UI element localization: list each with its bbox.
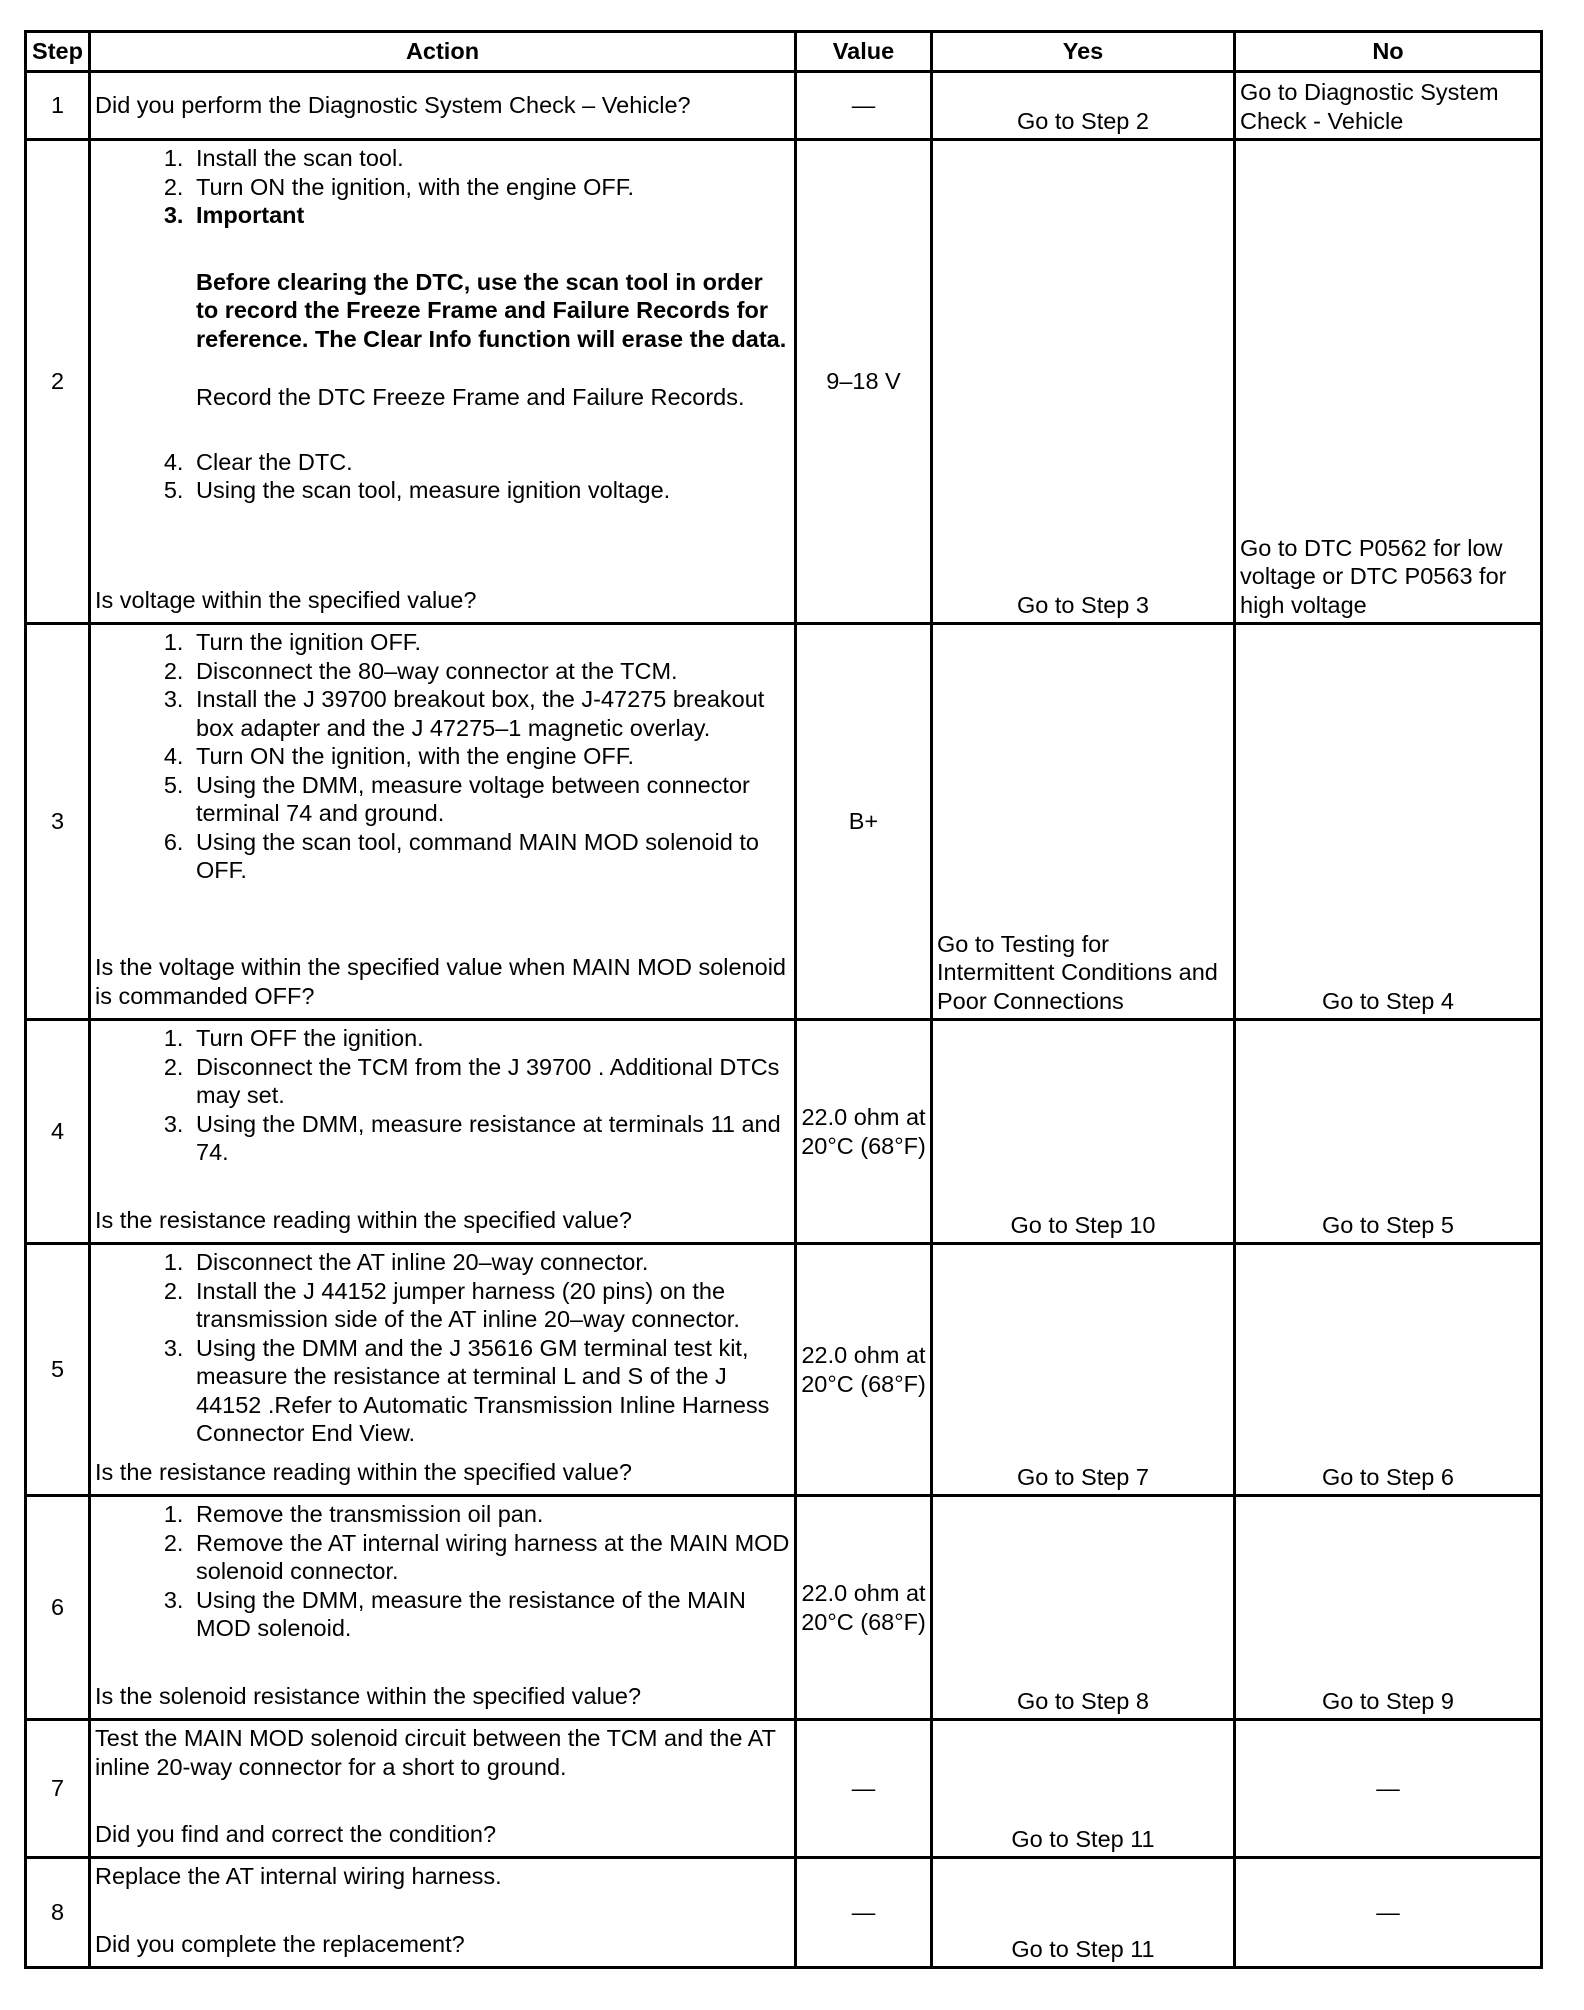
no-cell: Go to DTC P0562 for low voltage or DTC P0563 for high voltage [1235,140,1542,624]
action-cell [90,1496,796,1720]
table-row [26,1858,1542,1968]
action-step: 4. Turn ON the ignition, with the engine OFF. [190,742,790,771]
table-row [26,1020,1542,1244]
action-steps [95,1500,790,1643]
action-step: 3. Using the DMM, measure the resistance of the MAIN MOD solenoid. [190,1586,790,1643]
action-step: 4. Clear the DTC. [190,448,790,477]
no-cell: Go to Step 6 [1235,1244,1542,1496]
header-row [26,32,1542,72]
action-steps [95,1248,790,1448]
important-label: 3. Important [196,202,305,228]
step-number: 8 [26,1858,90,1968]
action-text: Replace the AT internal wiring harness. [95,1863,502,1889]
value-cell: — [796,1720,932,1858]
action-text: Test the MAIN MOD solenoid circuit between the TCM and the AT inline 20-way connector for a short to ground. [95,1725,776,1780]
yes-cell: Go to Step 11 [932,1720,1235,1858]
question-text: Is the resistance reading within the specified value? [95,1458,632,1485]
value-cell: 22.0 ohm at 20°C (68°F) [796,1244,932,1496]
action-step: 1. Install the scan tool. [190,144,790,173]
header-yes: Yes [932,32,1235,72]
question-text: Is voltage within the specified value? [95,586,477,613]
action-step: 1. Disconnect the AT inline 20–way connector. [190,1248,790,1277]
header-step: Step [26,32,90,72]
action-cell [90,624,796,1020]
table-row [26,1496,1542,1720]
table-row [26,624,1542,1020]
action-step: 6. Using the scan tool, command MAIN MOD solenoid to OFF. [190,828,790,885]
yes-cell: Go to Step 2 [932,72,1235,140]
value-cell: 9–18 V [796,140,932,624]
value-cell: — [796,1858,932,1968]
header-no: No [1235,32,1542,72]
question-text: Did you complete the replacement? [95,1930,465,1957]
no-cell: — [1235,1858,1542,1968]
table-row [26,72,1542,140]
value-cell: B+ [796,624,932,1020]
important-instruction: Record the DTC Freeze Frame and Failure Records. [196,384,745,410]
table-row [26,1244,1542,1496]
action-steps [95,1024,790,1167]
action-step: 2. Install the J 44152 jumper harness (20 pins) on the transmission side of the AT inline 20–way connector. [190,1277,790,1334]
yes-cell: Go to Step 3 [932,140,1235,624]
step-number: 6 [26,1496,90,1720]
action-cell [90,1244,796,1496]
no-cell: Go to Step 5 [1235,1020,1542,1244]
value-cell: 22.0 ohm at 20°C (68°F) [796,1496,932,1720]
action-step: 3. Using the DMM and the J 35616 GM terminal test kit, measure the resistance at terminal L and S of the J 44152 .Refer to Automatic Transmission Inline Harness Connector End View. [190,1334,790,1448]
action-cell [90,140,796,624]
yes-cell: Go to Step 11 [932,1858,1235,1968]
action-step: 1. Turn the ignition OFF. [190,628,790,657]
header-value: Value [796,32,932,72]
action-step: 2. Turn ON the ignition, with the engine OFF. [190,173,790,202]
action-step-important [190,201,790,412]
question-text: Did you find and correct the condition? [95,1820,497,1847]
step-number: 7 [26,1720,90,1858]
table-row [26,140,1542,624]
no-cell: Go to Step 4 [1235,624,1542,1020]
important-note: Before clearing the DTC, use the scan tool in order to record the Freeze Frame and Failure Records for reference. The Clear Info function will erase the data. [196,268,787,352]
action-step: 1. Remove the transmission oil pan. [190,1500,790,1529]
value-cell: — [796,72,932,140]
step-number: 3 [26,624,90,1020]
action-cell [90,1020,796,1244]
no-cell: — [1235,1720,1542,1858]
action-step: 2. Disconnect the 80–way connector at the TCM. [190,657,790,686]
question-text: Is the resistance reading within the specified value? [95,1206,632,1233]
step-number: 2 [26,140,90,624]
header-action: Action [90,32,796,72]
action-cell: Did you perform the Diagnostic System Check – Vehicle? [90,72,796,140]
question-text: Is the voltage within the specified value when MAIN MOD solenoid is commanded OFF? [95,954,786,1009]
action-step: 2. Remove the AT internal wiring harness at the MAIN MOD solenoid connector. [190,1529,790,1586]
question-text: Is the solenoid resistance within the specified value? [95,1682,642,1709]
action-steps [95,144,790,505]
action-step: 1. Turn OFF the ignition. [190,1024,790,1053]
step-number: 1 [26,72,90,140]
yes-cell: Go to Step 8 [932,1496,1235,1720]
step-number: 4 [26,1020,90,1244]
action-step: 5. Using the scan tool, measure ignition voltage. [190,476,790,505]
action-cell [90,1720,796,1858]
diagnostic-table [24,30,1543,1969]
action-step: 3. Using the DMM, measure resistance at terminals 11 and 74. [190,1110,790,1167]
action-steps [95,628,790,885]
action-step: 2. Disconnect the TCM from the J 39700 . Additional DTCs may set. [190,1053,790,1110]
yes-cell: Go to Step 7 [932,1244,1235,1496]
step-number: 5 [26,1244,90,1496]
no-cell: Go to Step 9 [1235,1496,1542,1720]
yes-cell: Go to Testing for Intermittent Conditions and Poor Connections [932,624,1235,1020]
table-row [26,1720,1542,1858]
yes-cell: Go to Step 10 [932,1020,1235,1244]
action-step: 5. Using the DMM, measure voltage between connector terminal 74 and ground. [190,771,790,828]
no-cell: Go to Diagnostic System Check - Vehicle [1235,72,1542,140]
action-cell [90,1858,796,1968]
action-step: 3. Install the J 39700 breakout box, the J-47275 breakout box adapter and the J 47275–1 magnetic overlay. [190,685,790,742]
value-cell: 22.0 ohm at 20°C (68°F) [796,1020,932,1244]
